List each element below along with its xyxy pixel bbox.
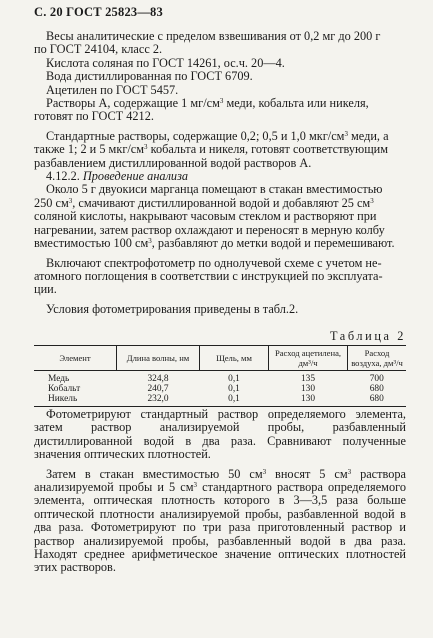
text-line: нагревании, затем раствор охлаждают и переносят в мерную колбу: [34, 222, 385, 237]
photometry-table: [34, 345, 406, 407]
text-line: также 1; 2 и 5 мкг/см: [34, 142, 145, 157]
text-line: Включают спектрофотометр по однолучевой схеме с учетом не-: [46, 255, 382, 270]
table-cell: 240,7: [147, 384, 169, 394]
paragraph-procedure: [34, 468, 406, 575]
line-standard-3: [34, 157, 406, 170]
text-line: меди, а: [347, 128, 389, 143]
text-line: Условия фотометрирования приведены в табл.2.: [46, 301, 299, 316]
section-title: Проведение анализа: [82, 169, 189, 184]
text-line: Ацетилен по ГОСТ 5457.: [46, 82, 179, 97]
text-line: по ГОСТ 24104, класс 2.: [34, 42, 163, 57]
table-row: [34, 394, 406, 407]
text-line: 250 см: [34, 195, 69, 210]
body-text: [34, 30, 406, 316]
page-header: С. 20 ГОСТ 25823—83: [34, 5, 163, 19]
text-line: ции.: [34, 282, 57, 297]
table-cell: 324,8: [147, 374, 169, 384]
table-row: [34, 384, 406, 394]
text-line: атомного поглощения в соответствии с инструкцией по эксплуата-: [34, 268, 383, 283]
line-water: [34, 70, 406, 83]
text-line: готовят по ГОСТ 4212.: [34, 109, 154, 124]
table-cell: 680: [369, 384, 384, 394]
line-conditions: [34, 303, 406, 316]
text-line: соляной кислоты, накрывают часовым стеклом и растворяют при: [34, 209, 377, 224]
text-line: вместимостью 100 см: [34, 236, 149, 251]
superscript: 3: [148, 237, 152, 246]
line-standard: [34, 130, 406, 143]
table-cell: 0,1: [200, 394, 269, 407]
text-line: Вода дистиллированная по ГОСТ 6709.: [46, 69, 253, 84]
text-line: кобальта и никеля, готовят соответствующим: [147, 142, 389, 157]
text-span: Затем в стакан вместимостью 50 см: [46, 466, 263, 481]
line-balance-cont: [34, 43, 406, 56]
paragraph-photometry: Фотометрируют стандартный раствор определяемого элемента, затем раствор анализируемой пробы, разбавленный дистиллированной водой в два раза. Сравнивают полученные значения оптических плотностей.: [34, 407, 406, 462]
text-line: Около 5 г двуокиси марганца помещают в стакан вместимостью: [46, 182, 383, 197]
text-span: раствора анализируемой пробы и 5 см: [34, 466, 406, 495]
line-standard-2: [34, 143, 406, 156]
superscript: 3: [193, 481, 198, 490]
column-header: Длина волны, нм: [117, 346, 200, 371]
table-caption: Таблица 2: [330, 329, 406, 343]
table-cell: 680: [348, 394, 407, 407]
line-balance: [34, 30, 406, 43]
column-header: Щель, мм: [200, 346, 269, 371]
table-row: [34, 371, 406, 385]
table-cell: 0,1: [228, 384, 240, 394]
table-cell: 130: [300, 384, 316, 394]
table-cell: Медь: [48, 374, 70, 384]
superscript: 3: [347, 467, 352, 476]
table-cell: Кобальт: [48, 384, 81, 394]
table-cell: 232,0: [117, 394, 200, 407]
superscript: 3: [262, 467, 267, 476]
text-line: Стандартные растворы, содержащие 0,2; 0,5 и 1,0 мкг/см: [46, 128, 345, 143]
table-cell: 0,1: [228, 374, 240, 384]
line-solutions-a-cont: [34, 110, 406, 123]
line-solutions-a: [34, 97, 406, 110]
superscript: 3: [344, 129, 348, 138]
line-procedure-4: [34, 224, 406, 237]
text-span: вносят 5 см: [266, 466, 348, 481]
line-spectro-2: [34, 270, 406, 283]
text-line: Весы аналитические с пределом взвешивания от 0,2 мг до 200 г: [46, 29, 381, 43]
superscript: 3: [144, 143, 148, 152]
superscript: 3: [370, 196, 374, 205]
table-cell: 700: [369, 374, 384, 384]
superscript: 3: [68, 196, 73, 205]
text-span: стандартного раствора определяемого элемента, оптическая плотность которого в 3—3,5 раза больше оптической плотности анализируемой пробы, разбавленной водой в два раза. Фотометрируют по три раза приготовленный раствор и раствор анализируемой пробы, разбавленный водой в два раза. Находят среднее арифметическое значение оптических плотностей этих растворов.: [34, 480, 406, 575]
column-header: Расход ацетилена, дм³/ч: [269, 346, 348, 371]
table-cell: Никель: [34, 394, 117, 407]
superscript: 3: [219, 97, 224, 106]
line-acid: [34, 57, 406, 70]
table-header-row: [34, 346, 406, 371]
section-number: 4.12.2.: [46, 169, 83, 184]
text-line: Кислота соляная по ГОСТ 14261, ос.ч. 20—4.: [46, 55, 285, 70]
table-cell: 130: [269, 394, 348, 407]
line-spectro-3: [34, 283, 406, 296]
table-cell: 135: [300, 374, 316, 384]
text-line: разбавлением дистиллированной водой растворов А.: [34, 155, 312, 170]
column-header: Расход воздуха, дм³/ч: [348, 346, 407, 371]
line-procedure-5: [34, 237, 406, 250]
text-line: меди, кобальта или никеля,: [223, 96, 369, 111]
section-heading: [34, 170, 406, 183]
line-procedure-3: [34, 210, 406, 223]
column-header: Элемент: [34, 346, 117, 371]
after-table-text: [34, 408, 406, 575]
line-procedure-2: [34, 197, 406, 210]
line-procedure-1: [34, 183, 406, 196]
line-acetylene: [34, 84, 406, 97]
text-line: , разбавляют до метки водой и перемешивают.: [151, 236, 395, 251]
text-line: , смачивают дистиллированной водой и добавляют 25 см: [72, 195, 371, 210]
line-spectro-1: [34, 257, 406, 270]
text-line: Растворы А, содержащие 1 мг/см: [46, 96, 220, 111]
